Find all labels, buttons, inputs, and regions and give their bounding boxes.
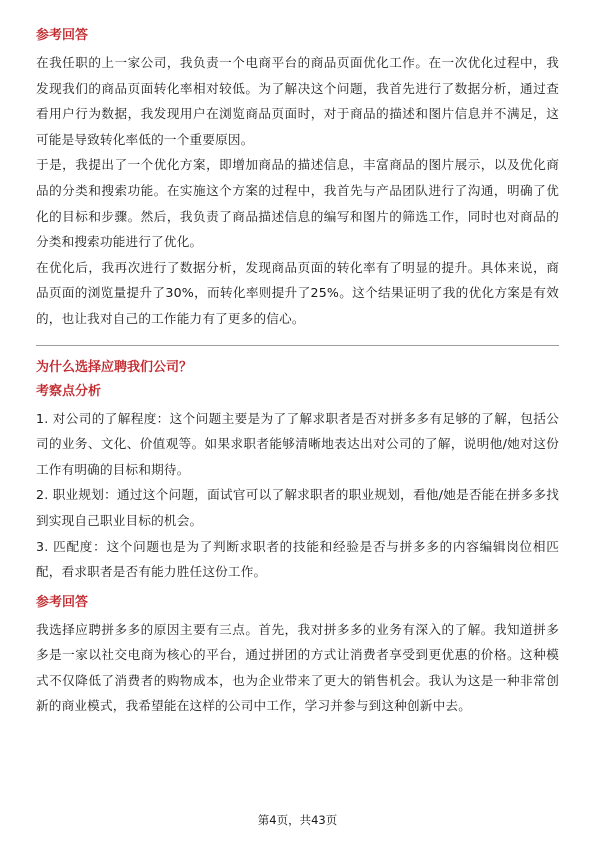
section-divider — [36, 345, 559, 346]
question-title: 为什么选择应聘我们公司？ — [36, 359, 193, 375]
reference-answer-heading: 参考回答 — [36, 28, 89, 43]
page-number: 第4页，共43页 — [257, 813, 338, 827]
reference-answer-heading: 参考回答 — [36, 594, 89, 610]
answer-paragraph: 我选择应聘拼多多的原因主要有三点。首先，我对拼多多的业务有深入的了解。我知道拼多多是一家以社交电商为核心的平台，通过拼团的方式让消费者享受到更优惠的价格。这种模式不仅降低了消费者的购物成本，也为企业带来了更大的销售机会。我认为这是一种非常创新的商业模式，我希望能在这样的公司中工作，学习并参与到这种创新中去。 — [36, 621, 559, 714]
analysis-point: 2. 职业规划：通过这个问题，面试官可以了解求职者的职业规划，看他/她是否能在拼多多找到实现自己职业目标的机会。 — [36, 487, 559, 528]
analysis-point: 1. 对公司的了解程度：这个问题主要是为了了解求职者是否对拼多多有足够的了解，包括公司的业务、文化、价值观等。如果求职者能够清晰地表达出对公司的了解，说明他/她对这份工作有明确的目标和期待。 — [36, 410, 559, 477]
document-page — [36, 26, 559, 719]
answer-paragraph: 在优化后，我再次进行了数据分析，发现商品页面的转化率有了明显的提升。具体来说，商品页面的浏览量提升了30%，而转化率则提升了25%。这个结果证明了我的优化方案是有效的，也让我对自己的工作能力有了更多的信心。 — [36, 259, 559, 326]
analysis-heading: 考察点分析 — [36, 383, 102, 399]
answer-paragraph: 于是，我提出了一个优化方案，即增加商品的描述信息，丰富商品的图片展示，以及优化商品的分类和搜索功能。在实施这个方案的过程中，我首先与产品团队进行了沟通，明确了优化的目标和步骤。然后，我负责了商品描述信息的编写和图片的筛选工作，同时也对商品的分类和搜索功能进行了优化。 — [36, 157, 559, 250]
answer-paragraph: 在我任职的上一家公司，我负责一个电商平台的商品页面优化工作。在一次优化过程中，我发现我们的商品页面转化率相对较低。为了解决这个问题，我首先进行了数据分析，通过查看用户行为数据，我发现用户在浏览商品页面时，对于商品的描述和图片信息并不满足，这可能是导致转化率低的一个重要原因。 — [36, 55, 559, 147]
analysis-point: 3. 匹配度：这个问题也是为了判断求职者的技能和经验是否与拼多多的内容编辑岗位相匹配，看求职者是否有能力胜任这份工作。 — [36, 538, 559, 580]
